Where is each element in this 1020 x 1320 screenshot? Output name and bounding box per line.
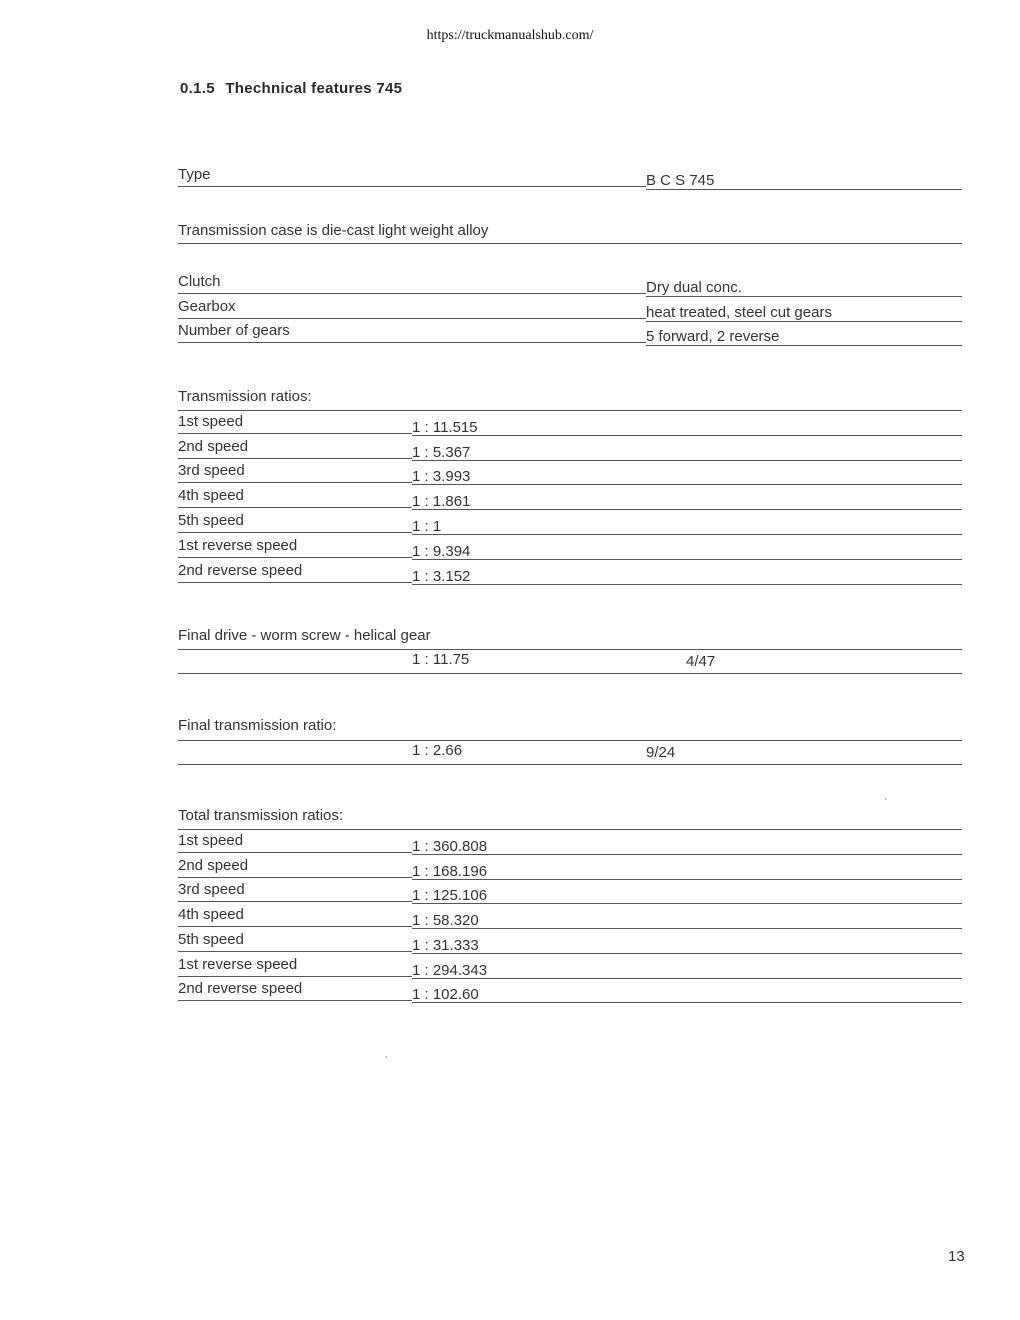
row-rule: [178, 293, 646, 294]
total-ratio-row: [178, 878, 962, 902]
ratio-label: 1st reverse speed: [178, 537, 298, 554]
case-row: [178, 217, 962, 241]
spec-label: Clutch: [178, 273, 221, 290]
type-row: [178, 163, 962, 187]
total-ratio-label: 2nd reverse speed: [178, 980, 303, 997]
scan-speck: [385, 1056, 387, 1058]
scan-speck: [885, 798, 887, 800]
row-rule: [178, 507, 412, 508]
ratio-row: [178, 559, 962, 583]
row-rule: [178, 951, 412, 952]
type-value: B C S 745: [646, 172, 715, 189]
transmission-ratios-heading-row: [178, 385, 962, 409]
row-rule: [178, 557, 412, 558]
total-ratio-row: [178, 953, 962, 977]
source-url: https://truckmanualshub.com/: [426, 28, 594, 43]
final-drive-heading-row: [178, 624, 962, 648]
total-ratio-value: 1 : 125.106: [412, 887, 488, 904]
total-ratio-value: 1 : 102.60: [412, 986, 479, 1003]
spec-row: [178, 319, 962, 343]
total-ratio-value: 1 : 58.320: [412, 912, 479, 929]
total-ratios-heading: Total transmission ratios:: [178, 807, 344, 824]
spec-value: Dry dual conc.: [646, 279, 742, 296]
row-rule: [178, 926, 412, 927]
section-heading: Thechnical features 745: [225, 80, 403, 97]
total-ratio-value: 1 : 31.333: [412, 937, 479, 954]
ratio-value: 1 : 1: [412, 518, 442, 535]
section-title: [180, 80, 402, 97]
row-rule: [646, 189, 962, 190]
row-rule: [178, 342, 646, 343]
spec-value: 5 forward, 2 reverse: [646, 328, 780, 345]
ratio-label: 3rd speed: [178, 462, 245, 479]
case-text: Transmission case is die-cast light weight alloy: [178, 222, 489, 239]
total-ratio-row: [178, 977, 962, 1001]
final-drive-row: [178, 648, 962, 672]
final-drive-ratio: 1 : 11.75: [412, 651, 470, 668]
ratio-label: 1st speed: [178, 413, 244, 430]
type-label: Type: [178, 166, 211, 183]
total-ratio-row: [178, 928, 962, 952]
final-transmission-ratio: 1 : 2.66: [412, 742, 463, 759]
total-ratio-label: 3rd speed: [178, 881, 245, 898]
total-ratio-label: 4th speed: [178, 906, 244, 923]
page-number: 13: [948, 1248, 965, 1265]
total-ratio-label: 2nd speed: [178, 857, 249, 874]
spec-label: Gearbox: [178, 298, 236, 315]
row-rule: [178, 582, 412, 583]
final-transmission-teeth: 9/24: [646, 744, 676, 761]
spec-value: heat treated, steel cut gears: [646, 304, 832, 321]
final-drive-heading: Final drive - worm screw - helical gear: [178, 627, 431, 644]
total-ratio-label: 1st speed: [178, 832, 244, 849]
ratio-label: 2nd reverse speed: [178, 562, 303, 579]
ratio-value: 1 : 5.367: [412, 444, 471, 461]
row-rule: [178, 673, 962, 674]
total-ratio-row: [178, 854, 962, 878]
spec-row: [178, 295, 962, 319]
row-rule: [178, 852, 412, 853]
row-rule: [646, 345, 962, 346]
final-transmission-row: [178, 739, 962, 763]
total-ratio-row: [178, 903, 962, 927]
final-transmission-heading-row: [178, 714, 962, 738]
total-ratio-value: 1 : 168.196: [412, 863, 488, 880]
row-rule: [412, 1002, 962, 1003]
ratio-label: 5th speed: [178, 512, 244, 529]
row-rule: [178, 243, 962, 244]
final-drive-teeth: 4/47: [686, 653, 716, 670]
row-rule: [178, 901, 412, 902]
spec-label: Number of gears: [178, 322, 290, 339]
spec-row: [178, 270, 962, 294]
total-ratio-value: 1 : 294.343: [412, 962, 488, 979]
section-number: 0.1.5: [180, 80, 215, 97]
total-ratio-label: 5th speed: [178, 931, 244, 948]
row-rule: [178, 1000, 412, 1001]
row-rule: [178, 532, 412, 533]
row-rule: [178, 764, 962, 765]
ratio-row: [178, 534, 962, 558]
row-rule: [178, 186, 646, 187]
row-rule: [412, 584, 962, 585]
ratio-label: 2nd speed: [178, 438, 249, 455]
total-ratio-row: [178, 829, 962, 853]
ratio-row: [178, 435, 962, 459]
ratio-label: 4th speed: [178, 487, 244, 504]
total-ratio-label: 1st reverse speed: [178, 956, 298, 973]
ratio-row: [178, 484, 962, 508]
ratio-value: 1 : 3.993: [412, 468, 471, 485]
ratio-value: 1 : 9.394: [412, 543, 471, 560]
ratio-value: 1 : 1.861: [412, 493, 471, 510]
ratio-value: 1 : 11.515: [412, 419, 478, 436]
total-ratios-heading-row: [178, 804, 962, 828]
ratio-row: [178, 410, 962, 434]
final-transmission-heading: Final transmission ratio:: [178, 717, 337, 734]
ratio-value: 1 : 3.152: [412, 568, 471, 585]
row-rule: [178, 482, 412, 483]
ratio-row: [178, 509, 962, 533]
row-rule: [178, 433, 412, 434]
ratio-row: [178, 459, 962, 483]
transmission-ratios-heading: Transmission ratios:: [178, 388, 312, 405]
total-ratio-value: 1 : 360.808: [412, 838, 488, 855]
